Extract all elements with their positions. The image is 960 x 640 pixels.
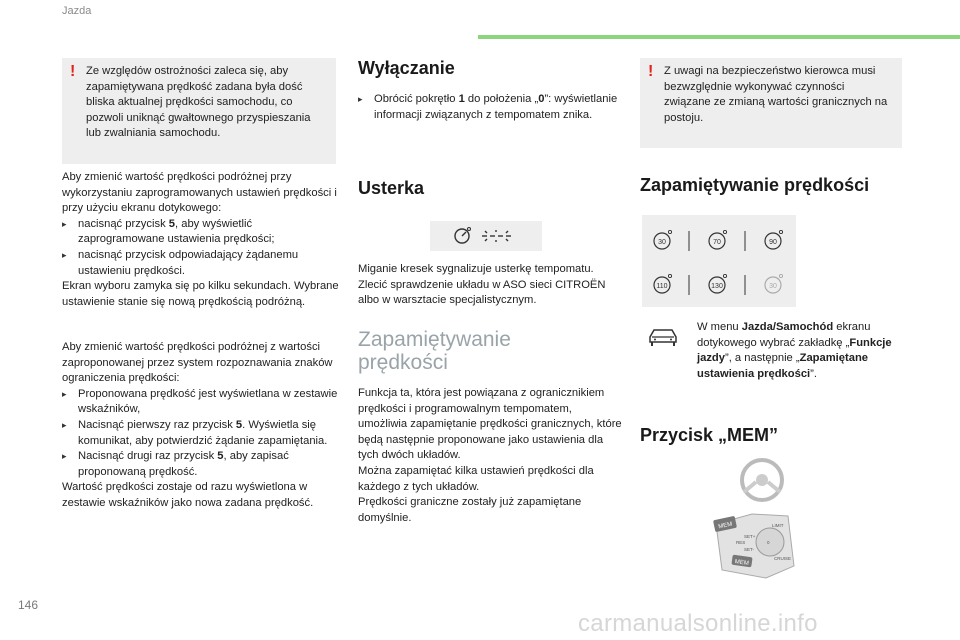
fault-text: Miganie kresek sygnalizuje usterkę tempomatu. Zlecić sprawdzenie układu w ASO sieci CITROËN albo w warsztacie specjalistycznym. xyxy=(358,263,606,307)
para-intro: Aby zmienić wartość prędkości podróżnej z wartości zaproponowanej przez system rozpoznawania znaków ograniczenia prędkości: xyxy=(62,341,333,385)
switch-off-text: ▸ Obrócić pokrętło 1 do położenia „0”: wyświetlanie informacji związanych z tempomatem znika. xyxy=(358,93,618,121)
bullet-item: ▸ Proponowana prędkość jest wyświetlana w zestawie wskaźników, xyxy=(62,387,338,416)
arrow-bullet-icon: ▸ xyxy=(62,388,67,399)
heading-switch-off: Wyłączanie xyxy=(358,58,455,78)
speed-memory-text: Funkcja ta, która jest powiązana z ogranicznikiem prędkości i programowalnym tempomatem, umożliwia zapamiętanie prędkości granicznych, które będą następnie proponowane jako ustawienia dla tych dwóch układów. Można zapamiętać kilka ustawień prędkości dla każdego z tych układów. Prędkości graniczne zostały już zapamiętane domyślnie. xyxy=(358,387,622,524)
arrow-bullet-icon: ▸ xyxy=(62,218,67,229)
bullet-item: ▸ nacisnąć przycisk 5, aby wyświetlić zaprogramowane ustawienia prędkości; xyxy=(62,217,275,246)
preset-130[interactable] xyxy=(709,274,727,293)
arrow-bullet-icon: ▸ xyxy=(62,419,67,430)
watermark: carmanualsonline.info xyxy=(578,610,818,637)
cruise-control-stalk xyxy=(713,514,794,578)
warning-box-precaution xyxy=(62,58,336,164)
heading-mem-button: Przycisk „MEM” xyxy=(640,425,779,445)
section-accent-bar xyxy=(478,35,960,39)
preset-value: 30 xyxy=(769,283,777,290)
preset-110[interactable] xyxy=(654,274,672,293)
res-label: RES xyxy=(736,540,746,545)
warning-icon: ! xyxy=(70,63,76,80)
zero-label: 0 xyxy=(767,540,770,545)
preset-70[interactable] xyxy=(709,230,727,249)
section-title: Jazda xyxy=(62,5,92,17)
traffic-sign-speed-instructions xyxy=(62,340,340,512)
cruise-preset-instructions xyxy=(62,170,340,310)
preset-30-dimmed[interactable] xyxy=(765,274,783,293)
para-intro: Aby zmienić wartość prędkości podróżnej przy wykorzystaniu zaprogramowanych ustawień prędkości i przy użyciu ekranu dotykowego: xyxy=(62,171,337,215)
set-plus-label: SET+ xyxy=(744,534,756,539)
dashes-speedometer-icon xyxy=(430,221,542,251)
menu-instruction: W menu Jazda/Samochód ekranu dotykowego wybrać zakładkę „Funkcje jazdy”, a następnie „Zapamiętane ustawienia prędkości”. xyxy=(697,321,892,380)
mem-label-bottom: MEM xyxy=(734,559,750,567)
para-end: Ekran wyboru zamyka się po kilku sekundach. Wybrane ustawienie stanie się nową prędkością podróżną. xyxy=(62,280,339,308)
preset-value: 30 xyxy=(658,239,666,246)
set-minus-label: SET- xyxy=(744,547,755,552)
warning-text: Ze względów ostrożności zaleca się, aby zapamiętywana prędkość zadana była dość bliska aktualnej prędkości samochodu, co pozwoli uniknąć gwałtownego przyspieszania lub zwalniania samochodu. xyxy=(86,65,311,140)
speed-presets-graphic xyxy=(642,215,796,307)
warning-text: Z uwagi na bezpieczeństwo kierowca musi bezwzględnie wykonywać czynności związane ze zmianą wartości granicznych na postoju. xyxy=(664,65,888,124)
car-menu-icon xyxy=(646,326,680,348)
speed-presets-image xyxy=(642,215,796,307)
heading-fault: Usterka xyxy=(358,178,425,198)
cruise-label: CRUISE xyxy=(774,556,792,561)
page-number: 146 xyxy=(18,598,39,612)
preset-value: 130 xyxy=(711,283,723,290)
warning-icon: ! xyxy=(648,63,654,80)
heading-speed-memory: Zapamiętywanie prędkości xyxy=(358,328,511,374)
steering-stalk-illustration xyxy=(712,456,812,606)
heading-speed-memory-2: Zapamiętywanie prędkości xyxy=(640,175,870,195)
bullet-item: ▸ Nacisnąć drugi raz przycisk 5, aby zapisać proponowaną prędkość. xyxy=(62,450,289,478)
mem-label-top: MEM xyxy=(717,521,733,531)
limit-label: LIMIT xyxy=(772,523,784,528)
bullet-item: ▸ Nacisnąć pierwszy raz przycisk 5. Wyświetla się komunikat, aby potwierdzić żądanie zapamiętania. xyxy=(62,418,328,447)
bullet-item: ▸ nacisnąć przycisk odpowiadający żądanemu ustawieniu prędkości. xyxy=(62,248,299,277)
fault-display-image xyxy=(430,221,542,251)
steering-wheel-icon xyxy=(742,460,782,500)
preset-value: 90 xyxy=(769,239,777,246)
arrow-bullet-icon: ▸ xyxy=(358,94,363,104)
preset-value: 70 xyxy=(713,239,721,246)
preset-90[interactable] xyxy=(765,230,783,249)
preset-value: 110 xyxy=(656,283,668,290)
para-end: Wartość prędkości zostaje od razu wyświetlona w zestawie wskaźników jako nowa zadana prędkość. xyxy=(62,481,314,509)
arrow-bullet-icon: ▸ xyxy=(62,451,67,462)
preset-30[interactable] xyxy=(654,230,672,249)
warning-box-safety xyxy=(640,58,902,148)
arrow-bullet-icon: ▸ xyxy=(62,249,67,260)
